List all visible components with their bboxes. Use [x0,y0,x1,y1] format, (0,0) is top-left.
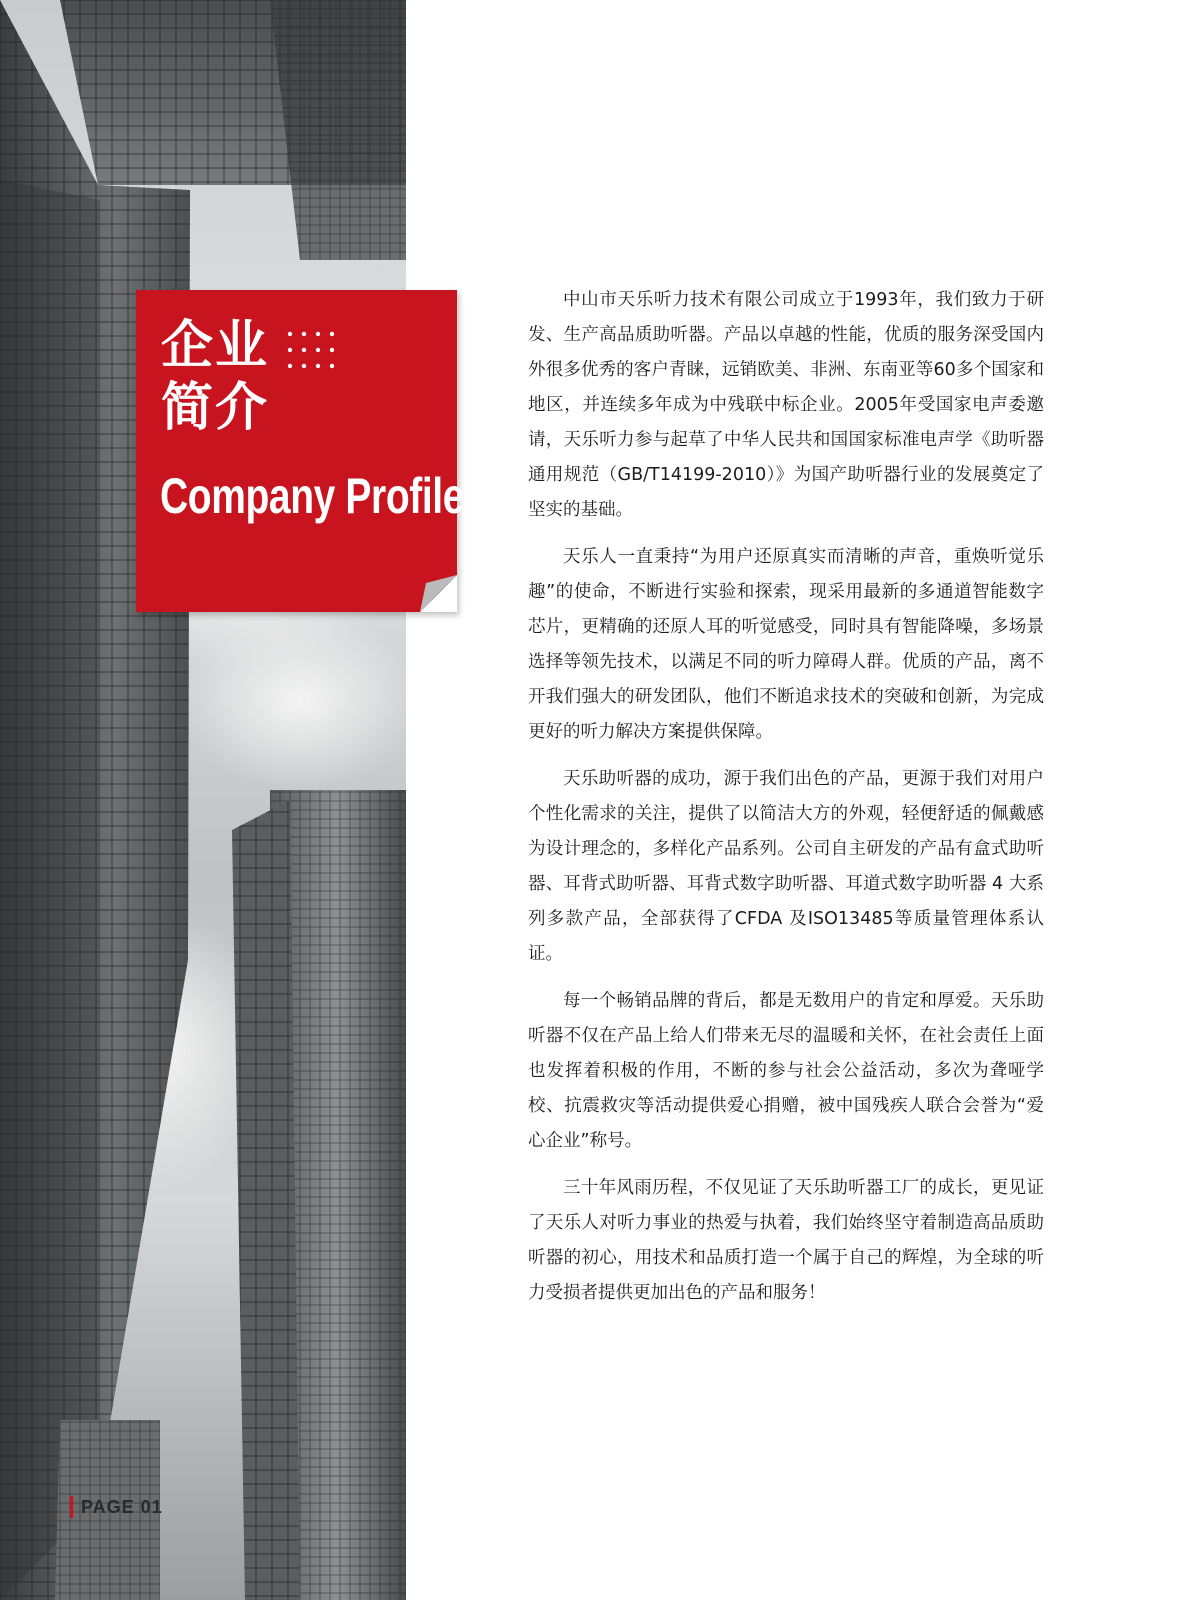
page-number-label: PAGE 01 [81,1496,163,1517]
paragraph-2: 天乐人一直秉持“为用户还原真实而清晰的声音，重焕听觉乐趣”的使命，不断进行实验和探索，现采用最新的多通道智能数字芯片，更精确的还原人耳的听觉感受，同时具有智能降噪，多场景选择等领先技术，以满足不同的听力障碍人群。优质的产品，离不开我们强大的研发团队，他们不断追求技术的突破和创新，为完成更好的听力解决方案提供保障。 [528,547,1044,742]
building-photo [0,0,406,1600]
title-en: Company Profile [160,468,465,524]
paragraph-5: 三十年风雨历程，不仅见证了天乐助听器工厂的成长，更见证了天乐人对听力事业的热爱与执着，我们始终坚守着制造高品质助听器的初心，用技术和品质打造一个属于自己的辉煌，为全球的听力受损者提供更加出色的产品和服务！ [528,1178,1044,1303]
title-zh-line1: 企业 [161,316,270,376]
page-marker [70,1496,73,1518]
title-zh-line2: 简介 [161,378,270,438]
paragraph-4: 每一个畅销品牌的背后，都是无数用户的肯定和厚爱。天乐助听器不仅在产品上给人们带来无尽的温暖和关怀，在社会责任上面也发挥着积极的作用，不断的参与社会公益活动，多次为聋哑学校、抗震救灾等活动提供爱心捐赠，被中国残疾人联合会誉为“爱心企业”称号。 [528,991,1044,1151]
paragraph-3: 天乐助听器的成功，源于我们出色的产品，更源于我们对用户个性化需求的关注，提供了以简洁大方的外观，轻便舒适的佩戴感为设计理念的，多样化产品系列。公司自主研发的产品有盒式助听器、耳背式助听器、耳背式数字助听器、耳道式数字助听器 4 大系列多款产品，全部获得了CFDA 及ISO13485等质量管理体系认证。 [528,769,1044,964]
page-number [70,1495,163,1519]
skyscraper-illustration [0,0,406,1600]
profile-text [528,283,1044,1323]
title-card [136,290,465,612]
dot-grid-icon [286,330,334,370]
paragraph-1: 中山市天乐听力技术有限公司成立于1993年，我们致力于研发、生产高品质助听器。产品以卓越的性能，优质的服务深受国内外很多优秀的客户青睐，远销欧美、非洲、东南亚等60多个国家和地区，并连续多年成为中残联中标企业。2005年受国家电声委邀请，天乐听力参与起草了中华人民共和国国家标准电声学《助听器通用规范（GB/T14199-2010）》为国产助听器行业的发展奠定了坚实的基础。 [528,290,1044,520]
page-curl-icon [420,575,457,612]
